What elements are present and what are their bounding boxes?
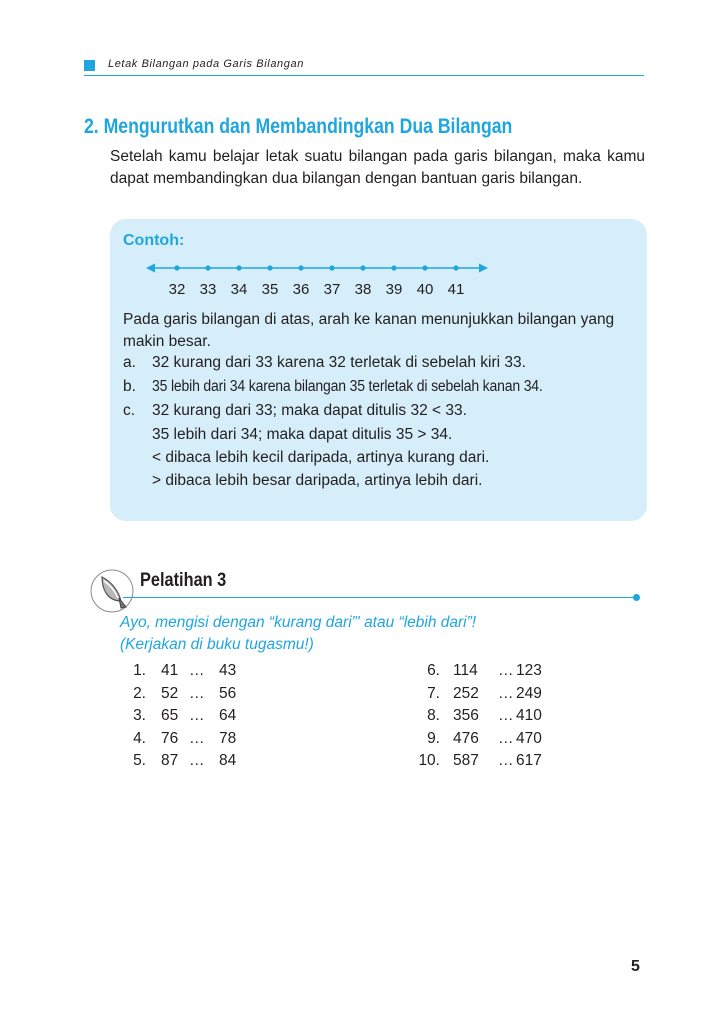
exercise-item <box>119 707 379 730</box>
rocket-icon <box>88 567 136 615</box>
item-first-number: 587 <box>453 752 479 769</box>
exercise-item <box>405 685 665 708</box>
running-header: Letak Bilangan pada Garis Bilangan <box>108 58 304 70</box>
example-item-a <box>123 352 643 376</box>
example-list <box>123 352 643 493</box>
example-description: Pada garis bilangan di atas, arah ke kanan menunjukkan bilangan yang makin besar. <box>123 311 615 350</box>
number-line-label: 33 <box>199 281 217 298</box>
exercise-title: Pelatihan 3 <box>140 570 227 591</box>
item-second-number: 78 <box>219 729 237 747</box>
exercise-item <box>405 730 665 753</box>
item-first-number: 356 <box>453 707 479 724</box>
example-item-c-line-4: > dibaca lebih besar daripada, artinya lebih dari. <box>152 472 483 489</box>
exercise-item <box>119 730 379 753</box>
item-second-number: 43 <box>219 662 237 679</box>
example-label: Contoh: <box>123 232 185 249</box>
item-first-number: 87 <box>161 752 179 769</box>
number-line-point <box>360 265 365 270</box>
number-line-label: 32 <box>168 281 186 298</box>
item-blank: … <box>498 752 514 769</box>
instruction-line-1: Ayo, mengisi dengan “kurang dari”' atau “lebih dari”! <box>120 614 477 631</box>
exercise-column-left <box>119 662 379 775</box>
item-text: 32 kurang dari 33; maka dapat ditulis 32 < 33. <box>152 402 467 419</box>
exercise-instruction <box>120 612 476 656</box>
item-letter: c. <box>123 402 136 419</box>
item-number: 2. <box>133 684 146 702</box>
item-first-number: 252 <box>453 684 479 702</box>
section-title: 2. Mengurutkan dan Membandingkan Dua Bilangan <box>84 115 513 138</box>
item-blank: … <box>498 684 514 702</box>
item-blank: … <box>498 729 514 747</box>
number-line-label: 35 <box>261 281 279 298</box>
example-item-b <box>123 376 643 400</box>
section-intro: Setelah kamu belajar letak suatu bilangan pada garis bilangan, maka kamu dapat membandingkan dua bilangan dengan bantuan garis bilangan. <box>110 148 645 187</box>
number-line <box>145 259 495 299</box>
instruction-line-2: (Kerjakan di buku tugasmu!) <box>120 636 314 653</box>
item-blank: … <box>498 662 514 679</box>
example-item-c-line-3: < dibaca lebih kecil daripada, artinya kurang dari. <box>152 449 490 466</box>
number-line-point <box>205 265 210 270</box>
item-second-number: 470 <box>516 729 542 747</box>
header-marker <box>84 60 95 71</box>
page-number: 5 <box>631 958 640 975</box>
item-first-number: 114 <box>453 662 478 679</box>
number-line-point <box>391 265 396 270</box>
header-rule <box>84 75 644 76</box>
number-line-point <box>453 265 458 270</box>
item-first-number: 52 <box>161 684 179 702</box>
item-number: 9. <box>427 729 440 747</box>
number-line-label: 39 <box>385 281 403 298</box>
item-number: 10. <box>418 752 440 769</box>
item-first-number: 476 <box>453 729 479 747</box>
item-blank: … <box>498 707 514 724</box>
item-second-number: 64 <box>219 707 237 724</box>
number-line-label: 34 <box>230 281 248 298</box>
item-letter: b. <box>123 378 136 395</box>
number-line-right-arrow <box>479 264 488 273</box>
item-first-number: 76 <box>161 729 179 747</box>
item-number: 3. <box>133 707 146 724</box>
number-line-label: 36 <box>292 281 310 298</box>
number-line-point <box>174 265 179 270</box>
number-line-label: 37 <box>323 281 341 298</box>
item-second-number: 249 <box>516 684 542 702</box>
item-text: 32 kurang dari 33 karena 32 terletak di sebelah kiri 33. <box>152 354 526 371</box>
exercise-item <box>119 662 379 685</box>
item-first-number: 65 <box>161 707 179 724</box>
exercise-rule <box>123 597 636 598</box>
item-blank: … <box>189 684 205 702</box>
exercise-item <box>119 752 379 775</box>
item-number: 7. <box>427 684 440 702</box>
number-line-point <box>267 265 272 270</box>
exercise-item <box>119 685 379 708</box>
exercise-column-right <box>405 662 665 775</box>
number-line-label: 40 <box>416 281 434 298</box>
item-number: 4. <box>133 729 146 747</box>
exercise-rule-dot <box>633 594 640 601</box>
item-blank: … <box>189 707 205 724</box>
item-letter: a. <box>123 354 136 371</box>
exercise-item <box>405 662 665 685</box>
item-first-number: 41 <box>161 662 179 679</box>
exercise-item <box>405 752 665 775</box>
exercise-item <box>405 707 665 730</box>
item-second-number: 123 <box>516 662 542 679</box>
item-number: 1. <box>133 662 146 679</box>
item-blank: … <box>189 729 205 747</box>
item-text: 35 lebih dari 34 karena bilangan 35 terletak di sebelah kanan 34. <box>152 378 543 395</box>
number-line-point <box>298 265 303 270</box>
number-line-point <box>329 265 334 270</box>
item-number: 6. <box>427 662 440 679</box>
item-second-number: 84 <box>219 752 237 769</box>
item-blank: … <box>189 752 205 769</box>
item-number: 8. <box>427 707 440 724</box>
number-line-label: 38 <box>354 281 372 298</box>
item-blank: … <box>189 662 205 679</box>
item-second-number: 617 <box>516 752 542 769</box>
example-item-c-line-2: 35 lebih dari 34; maka dapat ditulis 35 > 34. <box>152 426 453 443</box>
item-second-number: 410 <box>516 707 542 724</box>
number-line-label: 41 <box>447 281 465 298</box>
number-line-point <box>422 265 427 270</box>
number-line-left-arrow <box>146 264 155 273</box>
item-second-number: 56 <box>219 684 237 702</box>
example-item-c <box>123 400 643 424</box>
number-line-point <box>236 265 241 270</box>
item-number: 5. <box>133 752 146 769</box>
